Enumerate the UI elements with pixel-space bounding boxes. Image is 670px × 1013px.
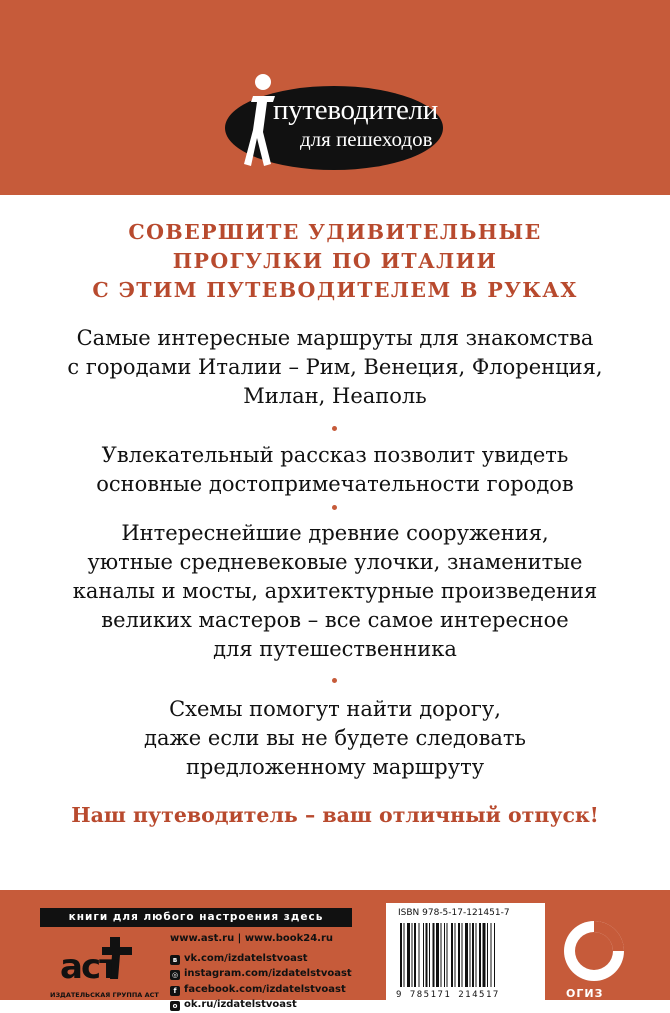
publisher-caption: ИЗДАТЕЛЬСКАЯ ГРУППА АСТ — [50, 991, 159, 999]
social-link-text: facebook.com/izdatelstvoast — [184, 983, 346, 995]
paragraph-line: Увлекательный рассказ позволит увидеть — [101, 443, 569, 467]
barcode-bar — [423, 923, 424, 987]
barcode-bar — [412, 923, 413, 987]
barcode-bar — [472, 923, 474, 987]
cover-heading — [0, 218, 670, 305]
paragraph-line: Самые интересные маршруты для знакомства — [76, 326, 594, 350]
paragraph-line: предложенному маршруту — [185, 755, 485, 779]
barcode — [398, 923, 533, 989]
separator-dot — [332, 678, 337, 683]
paragraph-line: основные достопримечательности городов — [96, 472, 574, 496]
paragraph-line: даже если вы не будете следовать — [144, 726, 526, 750]
barcode-bar — [458, 923, 460, 987]
barcode-bar — [491, 923, 492, 987]
barcode-bar — [426, 923, 428, 987]
feature-paragraph-maps — [0, 695, 670, 782]
slogan: Наш путеводитель – ваш отличный отпуск! — [71, 803, 599, 827]
odnoklassniki-icon: о — [170, 1001, 180, 1011]
feature-paragraph-story — [0, 441, 670, 499]
social-link-text: vk.com/izdatelstvoast — [184, 952, 308, 964]
barcode-bar — [414, 923, 416, 987]
barcode-bar — [441, 923, 442, 987]
barcode-bar — [455, 923, 456, 987]
logo-subtitle: для пешеходов — [300, 127, 433, 151]
publisher-links — [170, 931, 352, 1013]
vk-icon: в — [170, 955, 180, 965]
separator-dot — [332, 426, 337, 431]
publisher-sites[interactable]: www.ast.ru | www.book24.ru — [170, 933, 334, 944]
social-link-text: instagram.com/izdatelstvoast — [184, 968, 352, 979]
separator-dot — [332, 505, 337, 510]
barcode-bar — [462, 923, 463, 987]
isbn-barcode-box — [386, 903, 545, 1000]
paragraph-line: Милан, Неаполь — [243, 384, 427, 408]
barcode-bar — [400, 923, 402, 987]
series-logo — [205, 72, 443, 170]
publisher-logo-letters: аст — [60, 947, 117, 987]
paragraph-line: для путешественника — [213, 637, 457, 661]
ogiz-logo — [556, 915, 636, 1000]
barcode-bar — [433, 923, 435, 987]
heading-line: ПРОГУЛКИ ПО ИТАЛИИ — [172, 249, 498, 273]
paragraph-line: каналы и мосты, архитектурные произведения — [72, 579, 598, 603]
barcode-bar — [429, 923, 430, 987]
barcode-bar — [483, 923, 486, 987]
social-link-facebook[interactable] — [170, 982, 352, 998]
social-link-instagram[interactable] — [170, 966, 352, 982]
paragraph-line: уютные средневековые улочки, знаменитые — [87, 550, 583, 574]
heading-line: СОВЕРШИТЕ УДИВИТЕЛЬНЫЕ — [128, 220, 542, 244]
social-link-text: ok.ru/izdatelstvoast — [184, 999, 297, 1010]
instagram-icon: ◎ — [171, 971, 179, 979]
ogiz-ring-icon — [556, 915, 636, 987]
paragraph-line: с городами Италии – Рим, Венеция, Флоренция, — [67, 355, 603, 379]
isbn-number: ISBN 978-5-17-121451-7 — [398, 908, 510, 918]
social-link-vk[interactable] — [170, 951, 352, 967]
logo-title: путеводители — [273, 94, 438, 126]
barcode-bar — [494, 923, 495, 987]
barcode-bar — [476, 923, 477, 987]
social-link-odnoklassniki[interactable] — [170, 997, 352, 1013]
barcode-bar — [487, 923, 488, 987]
barcode-digits: 9 785171 214517 — [396, 990, 500, 1000]
publisher-tagline: книги для любого настроения здесь — [40, 908, 352, 927]
barcode-bar — [419, 923, 420, 987]
barcode-bar — [407, 923, 410, 987]
paragraph-line: Схемы помогут найти дорогу, — [169, 697, 501, 721]
barcode-bar — [444, 923, 445, 987]
paragraph-line: Интереснейшие древние сооружения, — [121, 521, 549, 545]
barcode-bar — [447, 923, 448, 987]
feature-paragraph-sights — [0, 519, 670, 664]
ogiz-label: ОГИЗ — [566, 987, 604, 1000]
barcode-bar — [451, 923, 453, 987]
publisher-logo — [50, 935, 159, 1000]
heading-line: С ЭТИМ ПУТЕВОДИТЕЛЕМ В РУКАХ — [92, 278, 578, 302]
feature-paragraph-routes — [0, 324, 670, 411]
barcode-bar — [479, 923, 481, 987]
barcode-bar — [470, 923, 471, 987]
facebook-icon: f — [170, 986, 180, 996]
paragraph-line: великих мастеров – все самое интересное — [101, 608, 569, 632]
barcode-bar — [436, 923, 439, 987]
barcode-bar — [404, 923, 405, 987]
barcode-bar — [465, 923, 468, 987]
